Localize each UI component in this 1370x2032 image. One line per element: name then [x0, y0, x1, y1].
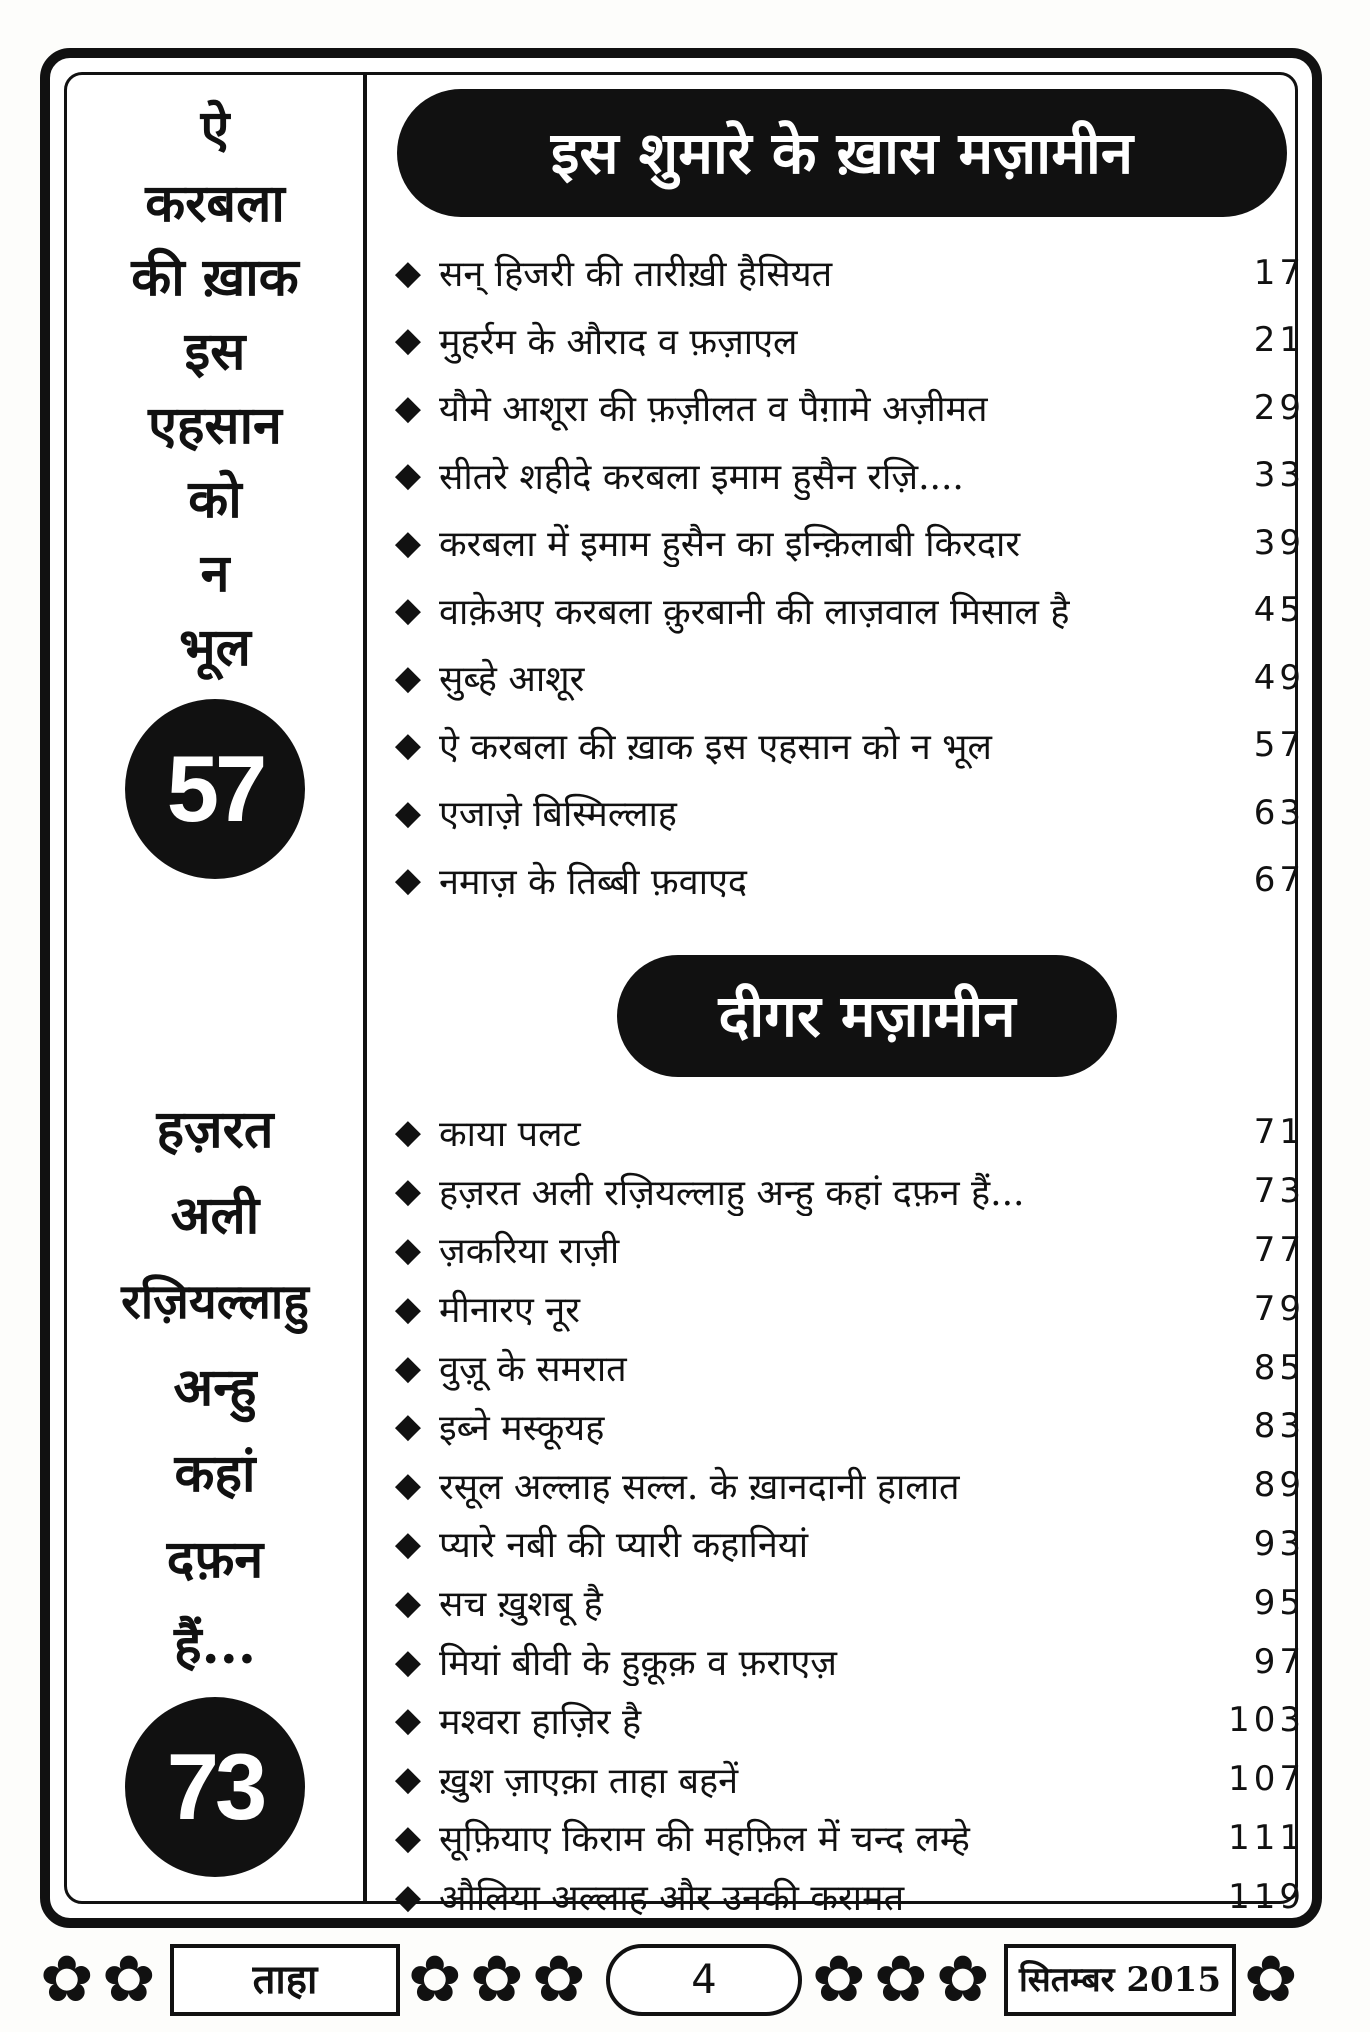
toc-entry[interactable] [385, 1103, 1305, 1162]
page-frame [40, 48, 1322, 1928]
diamond-icon: ◆ [394, 1465, 422, 1506]
flower-icon: ✿ [102, 1943, 156, 2017]
toc-entry-page: 67 [1253, 860, 1305, 901]
column-divider [363, 75, 367, 1901]
toc-entry[interactable] [385, 1867, 1305, 1926]
toc-entry[interactable] [385, 1162, 1305, 1221]
footer-page-number: 4 [606, 1944, 802, 2016]
title-line: ऐ [200, 99, 230, 160]
toc-entry-title: इब्ने मस्कूयह [439, 1407, 605, 1449]
title-line: अली [170, 1185, 260, 1246]
toc-entry-title: नमाज़ के तिब्बी फ़वाएद [439, 861, 748, 903]
left-feature-bottom [67, 1087, 363, 1877]
toc-entry-page: 57 [1253, 725, 1305, 766]
toc-entry[interactable] [385, 1573, 1305, 1632]
inner-border [64, 72, 1305, 1920]
flower-icon: ✿ [874, 1943, 928, 2017]
diamond-icon: ◆ [394, 252, 422, 293]
toc-entry[interactable] [385, 1632, 1305, 1691]
toc-entry[interactable] [385, 1338, 1305, 1397]
toc-entry-page: 83 [1253, 1406, 1305, 1447]
toc-entry-title: सुब्हे आशूर [439, 659, 585, 701]
special-section-heading: इस शुमारे के ख़ास मज़ामीन [397, 89, 1287, 217]
magazine-name: ताहा [170, 1944, 400, 2016]
title-line: हज़रत [156, 1099, 274, 1160]
toc-entry-page: 93 [1253, 1523, 1305, 1564]
toc-entry-title: मियां बीवी के हुक़ूक़ व फ़राएज़ [439, 1643, 837, 1685]
toc-entry-title: ख़ुश ज़ाएक़ा ताहा बहनें [439, 1760, 739, 1802]
toc-entry-title: यौमे आशूरा की फ़ज़ीलत व पैग़ामे अज़ीमत [439, 389, 988, 431]
toc-entry-page: 103 [1228, 1700, 1305, 1741]
left-feature-bottom-title [67, 1087, 363, 1689]
toc-entry-title: ज़करिया राज़ी [439, 1231, 620, 1273]
toc-entry-page: 49 [1253, 657, 1305, 698]
toc-entry[interactable] [385, 1279, 1305, 1338]
diamond-icon: ◆ [394, 1112, 422, 1153]
title-line: को [188, 469, 242, 530]
diamond-icon: ◆ [394, 590, 422, 631]
toc-entry[interactable] [385, 1515, 1305, 1574]
diamond-icon: ◆ [394, 1876, 422, 1917]
toc-entry-page: 45 [1253, 590, 1305, 631]
diamond-icon: ◆ [394, 1641, 422, 1682]
diamond-icon: ◆ [394, 725, 422, 766]
title-line: अन्हु [173, 1357, 257, 1418]
diamond-icon: ◆ [394, 522, 422, 563]
toc-entry[interactable] [385, 847, 1305, 915]
toc-entry-page: 107 [1228, 1759, 1305, 1800]
toc-entry-page: 95 [1253, 1582, 1305, 1623]
toc-entry[interactable] [385, 509, 1305, 577]
toc-entry-page: 63 [1253, 792, 1305, 833]
special-toc-list [385, 239, 1305, 914]
toc-entry[interactable] [385, 1456, 1305, 1515]
flower-icon: ✿ [532, 1943, 586, 2017]
other-section-heading: दीगर मज़ामीन [617, 955, 1117, 1077]
diamond-icon: ◆ [394, 1582, 422, 1623]
toc-entry-title: ऐ करबला की ख़ाक इस एहसान को न भूल [439, 726, 992, 768]
toc-entry[interactable] [385, 644, 1305, 712]
toc-entry[interactable] [385, 1809, 1305, 1868]
toc-entry-title: मीनारए नूर [439, 1290, 580, 1332]
diamond-icon: ◆ [394, 1406, 422, 1447]
toc-entry-page: 97 [1253, 1641, 1305, 1682]
flower-icon: ✿ [408, 1943, 462, 2017]
toc-entry-page: 89 [1253, 1465, 1305, 1506]
diamond-icon: ◆ [394, 1171, 422, 1212]
diamond-icon: ◆ [394, 1523, 422, 1564]
flower-icon: ✿ [936, 1943, 990, 2017]
toc-entry-title: प्यारे नबी की प्यारी कहानियां [439, 1525, 809, 1567]
toc-entry-title: औलिया अल्लाह और उनकी करामत [439, 1878, 905, 1920]
toc-entry[interactable] [385, 1221, 1305, 1280]
toc-entry[interactable] [385, 712, 1305, 780]
toc-entry-title: मुहर्रम के औराद व फ़ज़ाएल [439, 321, 798, 363]
toc-entry-page: 85 [1253, 1347, 1305, 1388]
title-line: भूल [179, 617, 251, 678]
diamond-icon: ◆ [394, 792, 422, 833]
title-line: हैं... [174, 1615, 256, 1676]
toc-entry[interactable] [385, 779, 1305, 847]
toc-entry-title: काया पलट [439, 1113, 581, 1155]
toc-entry[interactable] [385, 374, 1305, 442]
toc-entry-page: 29 [1253, 387, 1305, 428]
flower-icon: ✿ [470, 1943, 524, 2017]
toc-entry-title: एजाज़े बिस्मिल्लाह [439, 794, 677, 836]
toc-entry-title: मश्वरा हाज़िर है [439, 1701, 642, 1743]
other-toc-list [385, 1103, 1305, 1926]
title-line: रज़ियल्लाहु [121, 1274, 309, 1330]
title-line: की ख़ाक [131, 247, 299, 308]
toc-entry-page: 21 [1253, 320, 1305, 361]
page-badge-top: 57 [125, 699, 305, 879]
diamond-icon: ◆ [394, 387, 422, 428]
toc-entry-title: सन् हिजरी की तारीख़ी हैसियत [439, 254, 833, 296]
diamond-icon: ◆ [394, 1700, 422, 1741]
title-line: एहसान [148, 395, 282, 456]
toc-entry[interactable] [385, 442, 1305, 510]
diamond-icon: ◆ [394, 1817, 422, 1858]
page-footer [40, 1938, 1330, 2024]
toc-entry-title: हज़रत अली रज़ियल्लाहु अन्हु कहां दफ़न हैं... [439, 1172, 1025, 1214]
flower-icon: ✿ [812, 1943, 866, 2017]
toc-entry-page: 71 [1253, 1112, 1305, 1153]
title-line: कहां [174, 1443, 256, 1504]
toc-entry-title: करबला में इमाम हुसैन का इन्क़िलाबी किरदार [439, 524, 1021, 566]
toc-entry[interactable] [385, 1691, 1305, 1750]
toc-entry-title: रसूल अल्लाह सल्ल. के ख़ानदानी हालात [439, 1466, 960, 1508]
toc-entry-page: 33 [1253, 455, 1305, 496]
diamond-icon: ◆ [394, 860, 422, 901]
toc-entry-page: 39 [1253, 522, 1305, 563]
toc-entry-page: 111 [1228, 1817, 1305, 1858]
toc-entry[interactable] [385, 239, 1305, 307]
toc-entry-title: वाक़ेअए करबला क़ुरबानी की लाज़वाल मिसाल है [439, 591, 1070, 633]
toc-entry-page: 77 [1253, 1229, 1305, 1270]
toc-entry-page: 73 [1253, 1171, 1305, 1212]
diamond-icon: ◆ [394, 1347, 422, 1388]
diamond-icon: ◆ [394, 455, 422, 496]
diamond-icon: ◆ [394, 1759, 422, 1800]
title-line: न [200, 543, 230, 604]
left-feature-top-title [67, 93, 363, 685]
diamond-icon: ◆ [394, 1288, 422, 1329]
toc-entry-title: सूफ़ियाए किराम की महफ़िल में चन्द लम्हे [439, 1819, 970, 1861]
toc-entry[interactable] [385, 1750, 1305, 1809]
diamond-icon: ◆ [394, 657, 422, 698]
diamond-icon: ◆ [394, 1229, 422, 1270]
toc-entry-page: 17 [1253, 252, 1305, 293]
title-line: करबला [145, 173, 285, 234]
toc-entry[interactable] [385, 307, 1305, 375]
toc-entry-page: 79 [1253, 1288, 1305, 1329]
page-badge-bottom: 73 [125, 1697, 305, 1877]
title-line: इस [184, 321, 246, 382]
left-feature-top [67, 93, 363, 879]
toc-entry[interactable] [385, 577, 1305, 645]
toc-entry[interactable] [385, 1397, 1305, 1456]
issue-date: सितम्बर 2015 [1004, 1944, 1236, 2016]
toc-entry-title: सच ख़ुशबू है [439, 1584, 603, 1626]
toc-entry-page: 119 [1228, 1876, 1305, 1917]
flower-icon: ✿ [1244, 1943, 1298, 2017]
toc-entry-title: वुज़ू के समरात [439, 1349, 627, 1391]
toc-entry-title: सीतरे शहीदे करबला इमाम हुसैन रज़ि.... [439, 456, 964, 498]
title-line: दफ़न [166, 1529, 264, 1590]
diamond-icon: ◆ [394, 320, 422, 361]
flower-icon: ✿ [40, 1943, 94, 2017]
